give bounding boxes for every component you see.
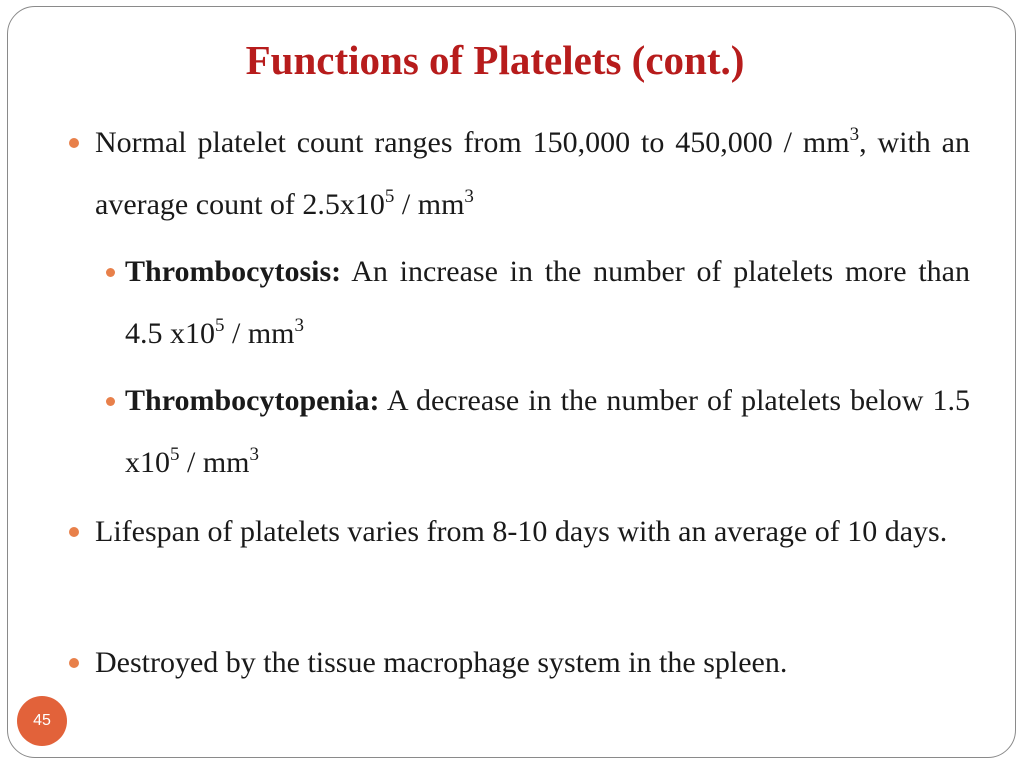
platelet-count-text-b: , with an average count of 2.5x10 [95,126,970,221]
bullet-lifespan [95,501,970,563]
sub-bullet-dot-icon [106,397,115,406]
thrombocytosis-term: Thrombocytosis: [125,255,342,288]
sub-bullet-dot-icon [106,268,115,277]
thrombocytopenia-term: Thrombocytopenia: [125,384,380,417]
bullet-platelet-count [95,112,970,236]
bullet-dot-icon [69,658,79,668]
page-number-badge: 45 [17,696,67,746]
platelet-count-sup-c: 3 [464,186,474,207]
thrombocytosis-text-a: An increase in the number of platelets more than 4.5 x10 [125,255,970,350]
thrombocytopenia-sup-a: 5 [170,444,180,465]
thrombocytopenia-text-a: A decrease in the number of platelets below 1.5 x10 [125,384,970,479]
sub-bullet-thrombocytosis [125,241,970,365]
thrombocytopenia-sup-b: 3 [249,444,260,465]
bullet-dot-icon [69,138,79,148]
bullet-destroyed [95,632,970,694]
thrombocytosis-text-b: / mm [224,317,295,350]
platelet-count-text-a: Normal platelet count ranges from 150,000 to 450,000 / mm [95,126,850,159]
thrombocytosis-sup-b: 3 [294,315,305,336]
thrombocytopenia-text-b: / mm [179,446,250,479]
destroyed-text: Destroyed by the tissue macrophage system in the spleen. [95,646,788,679]
platelet-count-sup-b: 5 [384,186,395,207]
platelet-count-text-c: / mm [394,188,465,221]
thrombocytosis-sup-a: 5 [215,315,225,336]
platelet-count-sup-a: 3 [849,124,860,145]
lifespan-text: Lifespan of platelets varies from 8-10 days with an average of 10 days. [95,515,948,548]
sub-bullet-thrombocytopenia [125,370,970,494]
bullet-dot-icon [69,527,79,537]
slide-title: Functions of Platelets (cont.) [245,37,745,83]
